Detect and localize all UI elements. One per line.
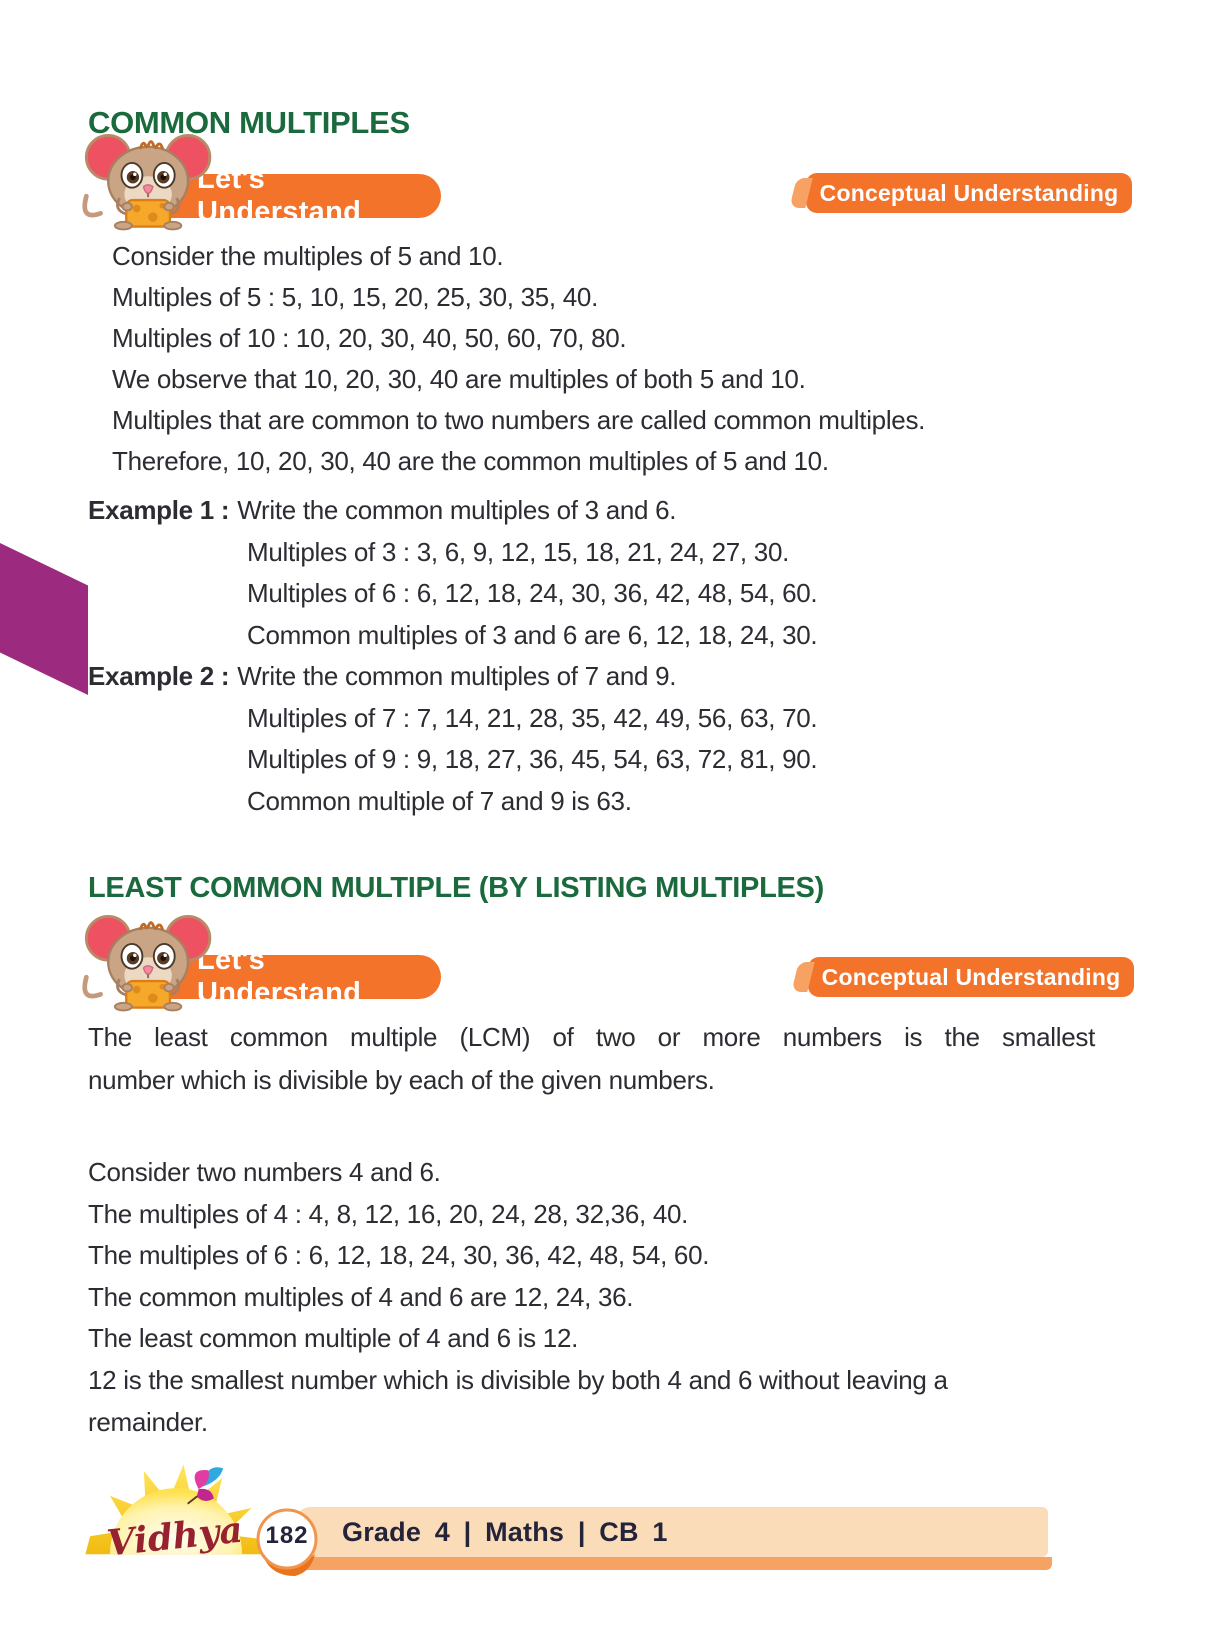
example-heading <box>88 490 817 532</box>
text-line: The least common multiple of 4 and 6 is 12. <box>88 1323 579 1354</box>
intro-paragraph <box>112 236 925 482</box>
example-label: Example 1 : <box>88 495 230 525</box>
footer-strip <box>296 1557 1052 1570</box>
banner-label: Let's Understand <box>197 944 362 1009</box>
text-line: 12 is the smallest number which is divisible by both 4 and 6 without leaving a <box>88 1364 948 1395</box>
conceptual-understanding-badge <box>808 957 1134 997</box>
page-number: 182 <box>265 1522 309 1549</box>
mouse-mascot-icon <box>74 131 226 231</box>
purple-side-tab <box>0 543 88 695</box>
text-line: Multiples of 6 : 6, 12, 18, 24, 30, 36, 42, 48, 54, 60. <box>247 578 818 608</box>
text-line: The multiples of 6 : 6, 12, 18, 24, 30, 36, 42, 48, 54, 60. <box>88 1240 710 1271</box>
text-line: Common multiples of 3 and 6 are 6, 12, 18, 24, 30. <box>247 619 818 650</box>
examples-block <box>88 490 817 822</box>
logo-text: Vidhya <box>104 1508 245 1565</box>
lcm-example-block <box>88 1152 948 1443</box>
example-heading <box>88 656 817 698</box>
section-heading-lcm: LEAST COMMON MULTIPLE (BY LISTING MULTIPLES) <box>88 872 824 905</box>
text-line: We observe that 10, 20, 30, 40 are multiples of both 5 and 10. <box>112 364 806 394</box>
text-line: Multiples of 7 : 7, 14, 21, 28, 35, 42, 49, 56, 63, 70. <box>247 702 818 733</box>
section-heading-common-multiples: COMMON MULTIPLES <box>88 104 410 140</box>
text-line: The multiples of 4 : 4, 8, 12, 16, 20, 24, 28, 32,36, 40. <box>88 1198 689 1229</box>
badge-label: Conceptual Understanding <box>821 963 1121 990</box>
banner-label: Let's Understand <box>197 163 362 228</box>
text-line: Multiples of 5 : 5, 10, 15, 20, 25, 30, 35, 40. <box>112 282 599 312</box>
text-line: Multiples of 3 : 3, 6, 9, 12, 15, 18, 21, 24, 27, 30. <box>247 536 790 567</box>
text-line: Consider two numbers 4 and 6. <box>88 1157 441 1187</box>
mouse-mascot-icon <box>74 912 226 1012</box>
vidhya-logo <box>78 1457 274 1575</box>
conceptual-understanding-badge <box>806 173 1132 213</box>
footer-bar <box>296 1507 1048 1557</box>
text-line: remainder. <box>88 1406 208 1437</box>
text-line: Multiples that are common to two numbers are called common multiples. <box>112 405 926 435</box>
text-line: Multiples of 10 : 10, 20, 30, 40, 50, 60, 70, 80. <box>112 323 627 353</box>
badge-label: Conceptual Understanding <box>819 179 1119 206</box>
footer-bar-text: Grade 4 | Maths | CB 1 <box>342 1516 668 1547</box>
text-line: The least common multiple (LCM) of two or more numbers is the smallest <box>88 1022 1095 1052</box>
text-line: Consider the multiples of 5 and 10. <box>112 241 504 271</box>
lcm-definition-paragraph <box>88 1016 1095 1101</box>
text-line: number which is divisible by each of the given numbers. <box>88 1064 715 1095</box>
text-line: Multiples of 9 : 9, 18, 27, 36, 45, 54, 63, 72, 81, 90. <box>247 744 818 774</box>
text-line: Common multiple of 7 and 9 is 63. <box>247 785 632 816</box>
example-prompt: Write the common multiples of 3 and 6. <box>237 495 677 525</box>
text-line: The common multiples of 4 and 6 are 12, 24, 36. <box>88 1281 634 1312</box>
example-label: Example 2 : <box>88 661 230 691</box>
example-prompt: Write the common multiples of 7 and 9. <box>237 661 677 691</box>
text-line: Therefore, 10, 20, 30, 40 are the common multiples of 5 and 10. <box>112 446 829 476</box>
